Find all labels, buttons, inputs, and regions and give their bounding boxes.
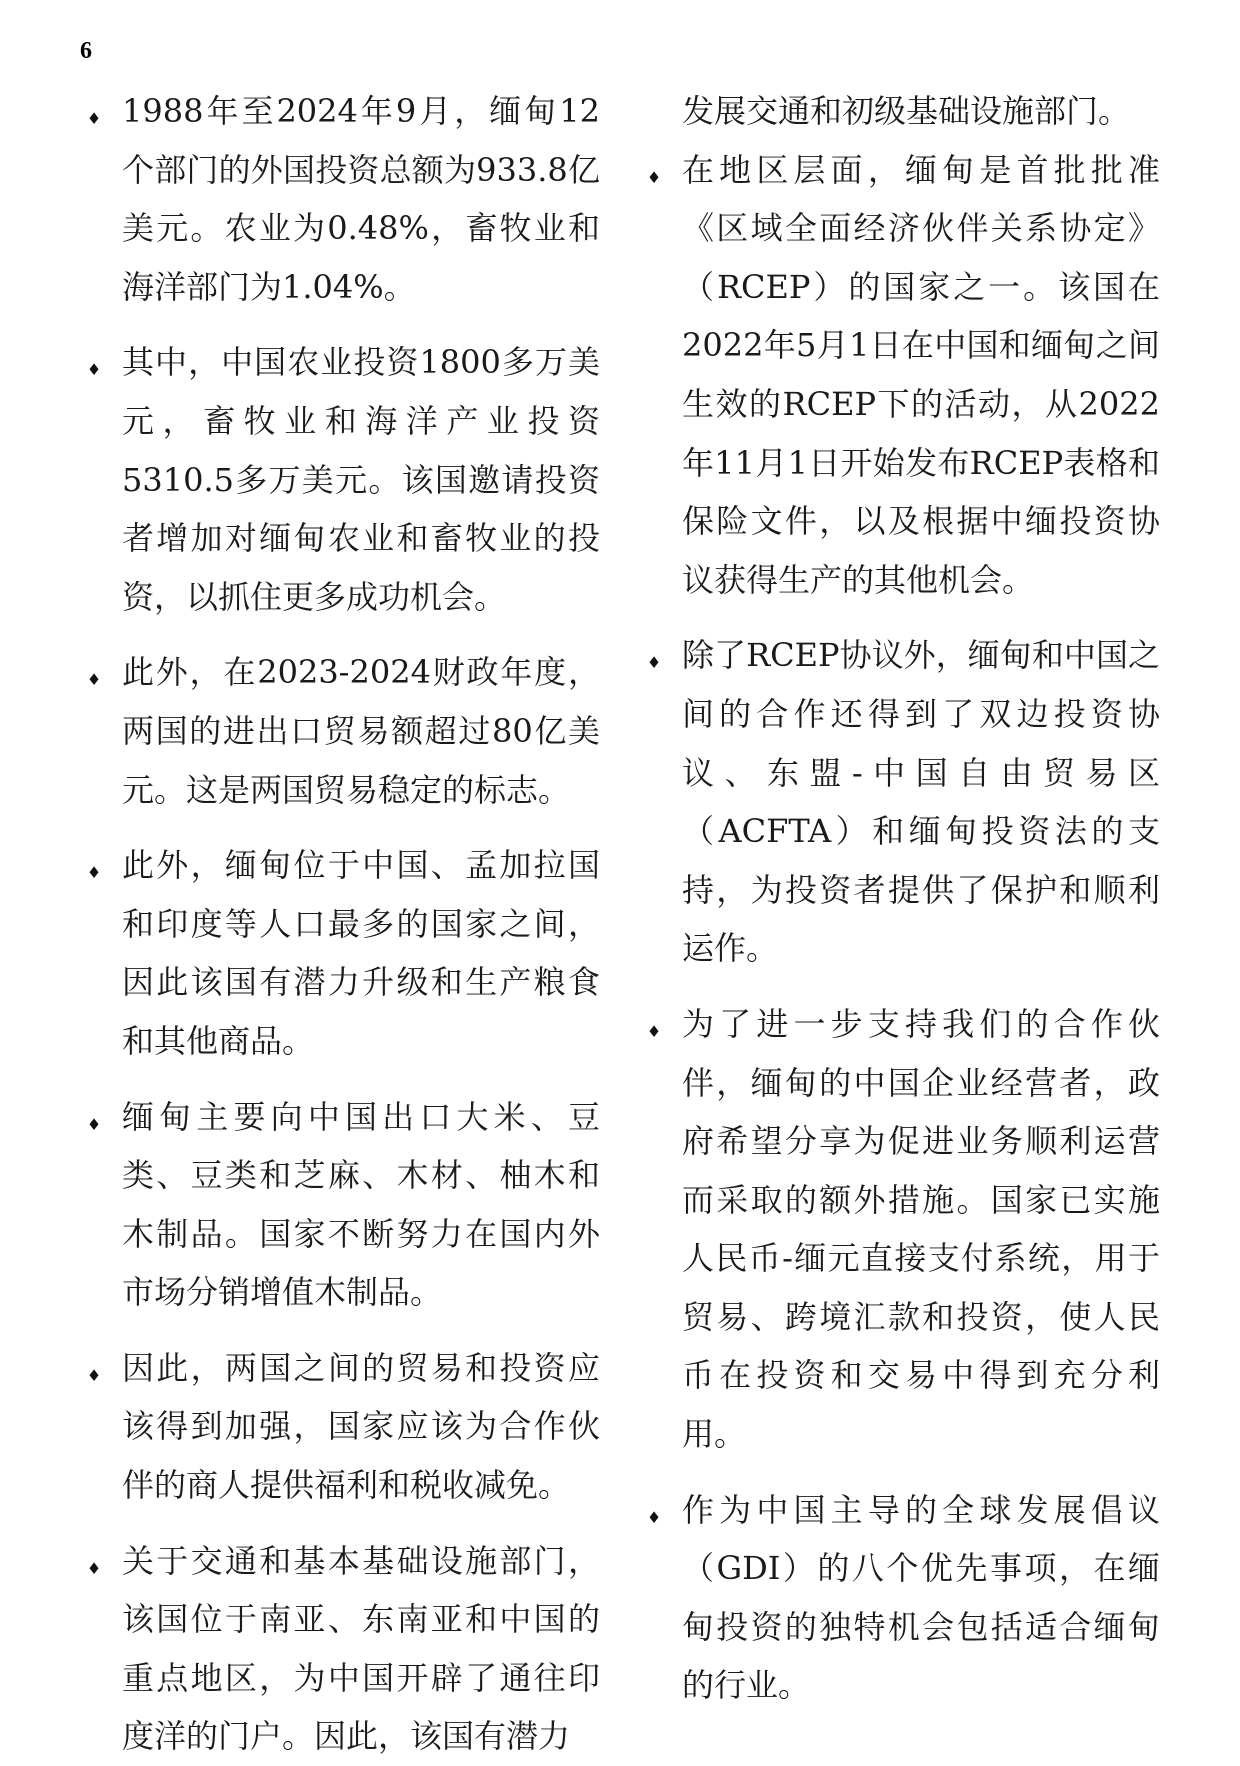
list-item — [122, 643, 600, 819]
diamond-bullet-icon — [84, 643, 104, 702]
diamond-bullet-icon — [84, 1339, 104, 1398]
diamond-bullet-icon — [84, 1088, 104, 1147]
list-item-text: 作为中国主导的全球发展倡议（GDI）的八个优先事项，在缅甸投资的独特机会包括适合缅甸的行业。 — [682, 1490, 1160, 1705]
list-item-text: 1988年至2024年9月，缅甸12个部门的外国投资总额为933.8亿美元。农业为0.48%，畜牧业和海洋部门为1.04%。 — [122, 92, 600, 306]
list-item-text: 此外，缅甸位于中国、孟加拉国和印度等人口最多的国家之间，因此该国有潜力升级和生产粮食和其他商品。 — [122, 846, 600, 1060]
right-column — [682, 82, 1160, 1715]
list-item — [122, 1088, 600, 1322]
diamond-bullet-icon — [644, 141, 664, 200]
list-item-text: 缅甸主要向中国出口大米、豆类、豆类和芝麻、木材、柚木和木制品。国家不断努力在国内外市场分销增值木制品。 — [122, 1097, 600, 1312]
list-item — [122, 82, 600, 316]
diamond-bullet-icon — [84, 333, 104, 392]
list-item — [122, 1532, 600, 1766]
list-item-text: 关于交通和基本基础设施部门，该国位于南亚、东南亚和中国的重点地区，为中国开辟了通往印度洋的门户。因此，该国有潜力 — [122, 1541, 600, 1756]
diamond-bullet-icon — [644, 995, 664, 1054]
list-item — [682, 141, 1160, 610]
list-item — [682, 995, 1160, 1464]
list-item-text: 在地区层面，缅甸是首批批准《区域全面经济伙伴关系协定》（RCEP）的国家之一。该国在2022年5月1日在中国和缅甸之间生效的RCEP下的活动，从2022年11月1日开始发布RCEP表格和保险文件，以及根据中缅投资协议获得生产的其他机会。 — [682, 150, 1160, 599]
list-item — [682, 1481, 1160, 1715]
continuation-text — [682, 82, 1160, 141]
list-item — [682, 626, 1160, 978]
list-item — [122, 1339, 600, 1515]
list-item — [122, 333, 600, 626]
list-item-text: 其中，中国农业投资1800多万美元，畜牧业和海洋产业投资5310.5多万美元。该国邀请投资者增加对缅甸农业和畜牧业的投资，以抓住更多成功机会。 — [122, 343, 600, 616]
page-number: 6 — [80, 38, 92, 64]
list-item — [122, 836, 600, 1070]
list-item-text: 除了RCEP协议外，缅甸和中国之间的合作还得到了双边投资协议、东盟-中国自由贸易区（ACFTA）和缅甸投资法的支持，为投资者提供了保护和顺利运作。 — [682, 636, 1160, 968]
diamond-bullet-icon — [84, 1532, 104, 1591]
diamond-bullet-icon — [644, 626, 664, 685]
diamond-bullet-icon — [644, 1481, 664, 1540]
continuation-paragraph: 发展交通和初级基础设施部门。 — [682, 92, 1131, 130]
list-item-text: 因此，两国之间的贸易和投资应该得到加强，国家应该为合作伙伴的商人提供福利和税收减免。 — [122, 1348, 600, 1505]
list-item-text: 为了进一步支持我们的合作伙伴，缅甸的中国企业经营者，政府希望分享为促进业务顺利运营而采取的额外措施。国家已实施人民币-缅元直接支付系统，用于贸易、跨境汇款和投资，使人民币在投资和交易中得到充分利用。 — [682, 1004, 1160, 1454]
diamond-bullet-icon — [84, 82, 104, 141]
left-column — [122, 82, 600, 1766]
list-item-text: 此外，在2023-2024财政年度，两国的进出口贸易额超过80亿美元。这是两国贸易稳定的标志。 — [122, 653, 600, 809]
diamond-bullet-icon — [84, 836, 104, 895]
